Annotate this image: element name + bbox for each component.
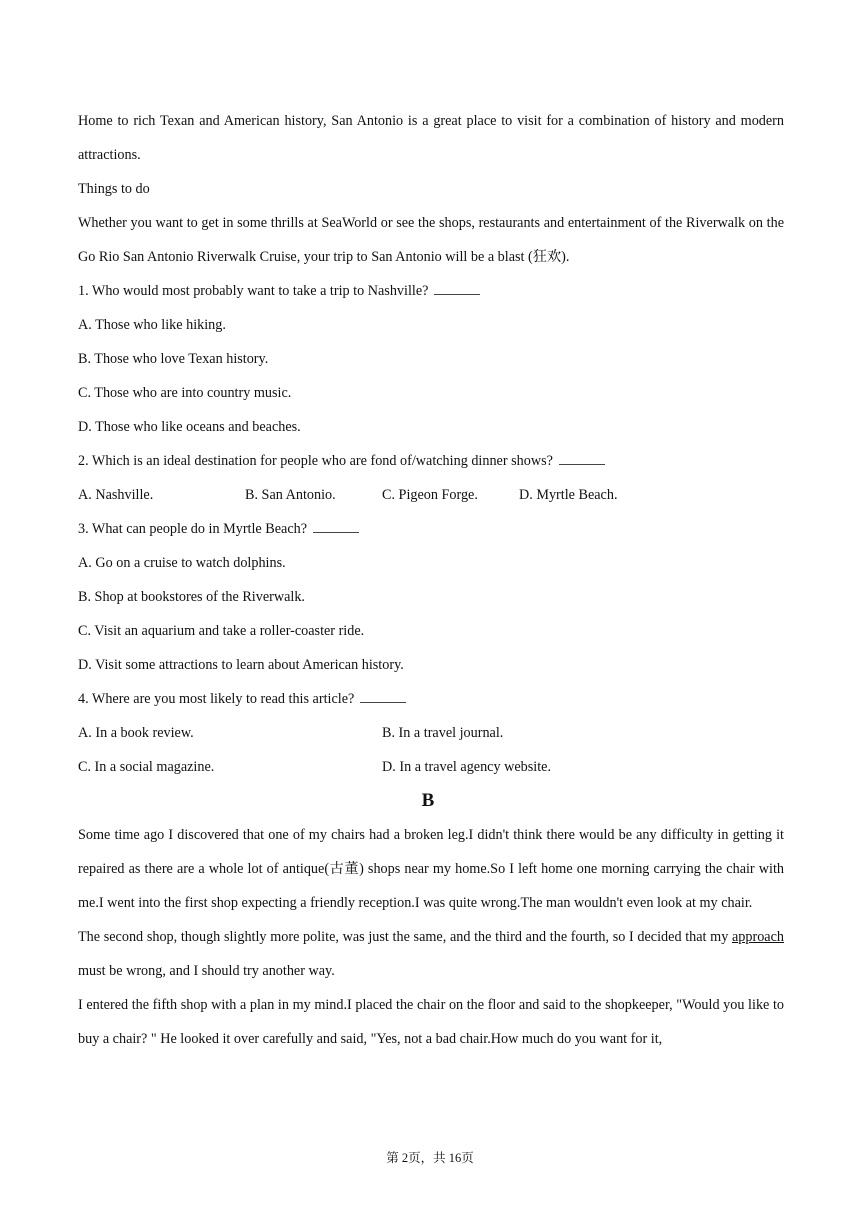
answer-blank (434, 282, 480, 295)
option: C. In a social magazine. (78, 759, 215, 775)
question-stem: 3. What can people do in Myrtle Beach? (78, 521, 308, 537)
heading-things-to-do: Things to do (78, 181, 150, 197)
answer-blank (360, 690, 406, 703)
options-row (78, 716, 784, 750)
option: C. Those who are into country music. (78, 385, 292, 401)
option: A. Those who like hiking. (78, 317, 226, 333)
question-1 (78, 274, 784, 308)
options-row (78, 750, 784, 784)
option: D. Visit some attractions to learn about American history. (78, 657, 404, 673)
options-row (78, 478, 784, 512)
paragraph-second-shop (78, 920, 784, 988)
underlined-word: approach (732, 929, 784, 945)
option: A. In a book review. (78, 725, 194, 741)
option: B. Those who love Texan history. (78, 351, 269, 367)
question-stem: 1. Who would most probably want to take a trip to Nashville? (78, 283, 429, 299)
paragraph-things-to-do: Whether you want to get in some thrills at SeaWorld or see the shops, restaurants and entertainment of the Riverwalk on the Go Rio San Antonio Riverwalk Cruise, your trip to San Antonio will be a blast (狂欢). (78, 215, 784, 265)
page-number-footer: 第 2页，共 16页 (386, 1151, 474, 1165)
question-stem: 4. Where are you most likely to read this article? (78, 691, 355, 707)
option: D. Those who like oceans and beaches. (78, 419, 301, 435)
question-2 (78, 444, 784, 478)
document-page (78, 104, 784, 1056)
paragraph-fifth-shop: I entered the fifth shop with a plan in my mind.I placed the chair on the floor and said to the shopkeeper, "Would you like to buy a chair? " He looked it over carefully and said, "Yes, not a bad chair.How much do you want for it, (78, 997, 784, 1047)
text-run: must be wrong, and I should try another way. (78, 963, 335, 979)
answer-blank (313, 520, 359, 533)
option: B. San Antonio. (245, 487, 336, 503)
question-4 (78, 682, 784, 716)
text-run: The second shop, though slightly more polite, was just the same, and the third and the fourth, so I decided that my (78, 929, 732, 945)
option: C. Visit an aquarium and take a roller-coaster ride. (78, 623, 365, 639)
option: B. In a travel journal. (382, 725, 504, 741)
paragraph-san-antonio: Home to rich Texan and American history, San Antonio is a great place to visit for a combination of history and modern attractions. (78, 113, 784, 163)
option: A. Go on a cruise to watch dolphins. (78, 555, 286, 571)
option: D. In a travel agency website. (382, 759, 551, 775)
question-stem: 2. Which is an ideal destination for people who are fond of/watching dinner shows? (78, 453, 553, 469)
option: A. Nashville. (78, 487, 154, 503)
option: B. Shop at bookstores of the Riverwalk. (78, 589, 305, 605)
question-3 (78, 512, 784, 546)
section-b-heading: B (421, 790, 435, 811)
option: D. Myrtle Beach. (519, 487, 618, 503)
paragraph-broken-chair: Some time ago I discovered that one of my chairs had a broken leg.I didn't think there would be any difficulty in getting it repaired as there are a whole lot of antique(古董) shops near my home.So I left home one morning carrying the chair with me.I went into the first shop expecting a friendly reception.I was quite wrong.The man wouldn't even look at my chair. (78, 827, 784, 911)
option: C. Pigeon Forge. (382, 487, 478, 503)
answer-blank (559, 452, 605, 465)
